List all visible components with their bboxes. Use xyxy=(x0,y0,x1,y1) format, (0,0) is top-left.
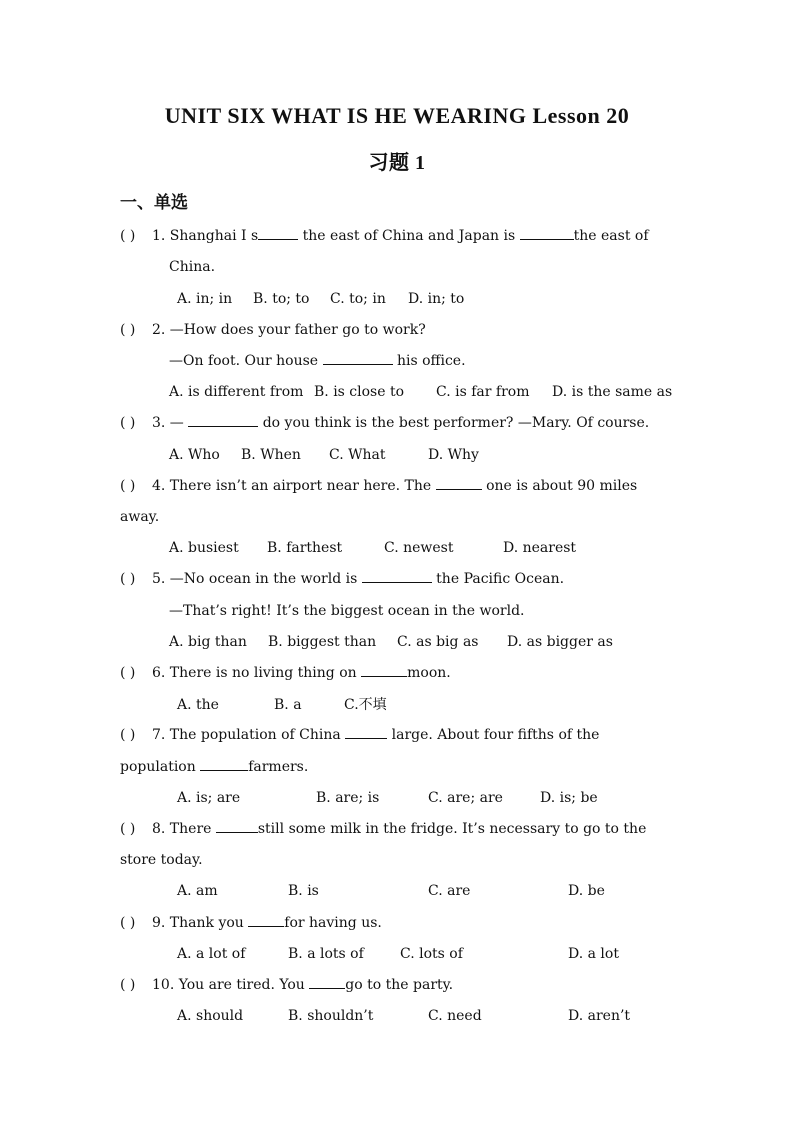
question-4-cont: away. xyxy=(120,509,160,525)
question-2: ( ) 2. —How does your father go to work? xyxy=(120,322,426,338)
section-heading: 一、单选 xyxy=(120,193,188,213)
option-c: C. lots of xyxy=(400,946,463,962)
option-c: C. is far from xyxy=(436,384,530,400)
option-b: B. a xyxy=(274,697,302,713)
option-d: D. aren’t xyxy=(568,1008,631,1024)
option-b: B. shouldn’t xyxy=(288,1008,374,1024)
option-c: C. to; in xyxy=(330,291,386,307)
question-5-cont: —That’s right! It’s the biggest ocean in the world. xyxy=(169,603,525,619)
option-a: A. busiest xyxy=(169,540,239,556)
question-6: ( ) 6. There is no living thing on moon. xyxy=(120,665,451,681)
option-b: B. are; is xyxy=(316,790,380,806)
option-c: C. are; are xyxy=(428,790,503,806)
question-1-cont: China. xyxy=(169,259,216,275)
option-a: A. Who xyxy=(169,447,220,463)
option-d: D. in; to xyxy=(408,291,465,307)
question-7: ( ) 7. The population of China large. About four fifths of the xyxy=(120,727,600,743)
option-a: A. is different from xyxy=(169,384,304,400)
option-d: D. a lot xyxy=(568,946,619,962)
option-d: D. Why xyxy=(428,447,479,463)
question-10: ( ) 10. You are tired. You go to the party. xyxy=(120,977,454,993)
question-8-cont: store today. xyxy=(120,852,203,868)
blank xyxy=(362,569,432,583)
blank xyxy=(345,725,387,739)
option-d: D. is; be xyxy=(540,790,598,806)
blank xyxy=(200,757,248,771)
option-a: A. the xyxy=(177,697,219,713)
option-c: C. What xyxy=(329,447,386,463)
question-7-cont: population farmers. xyxy=(120,759,309,775)
option-c: C. newest xyxy=(384,540,454,556)
option-d: D. be xyxy=(568,883,605,899)
option-a: A. is; are xyxy=(177,790,241,806)
blank xyxy=(520,226,574,240)
option-a: A. should xyxy=(177,1008,244,1024)
blank xyxy=(361,663,407,677)
question-8: ( ) 8. There still some milk in the fridge. It’s necessary to go to the xyxy=(120,821,647,837)
option-b: B. is xyxy=(288,883,319,899)
blank xyxy=(258,226,298,240)
option-a: A. a lot of xyxy=(177,946,246,962)
question-2-cont: —On foot. Our house his office. xyxy=(169,353,466,369)
option-b: B. a lots of xyxy=(288,946,364,962)
option-c: C.不填 xyxy=(344,697,387,713)
option-b: B. When xyxy=(241,447,301,463)
question-4: ( ) 4. There isn’t an airport near here. The one is about 90 miles xyxy=(120,478,638,494)
question-5: ( ) 5. —No ocean in the world is the Pacific Ocean. xyxy=(120,571,565,587)
question-3: ( ) 3. — do you think is the best performer? —Mary. Of course. xyxy=(120,415,650,431)
question-9: ( ) 9. Thank you for having us. xyxy=(120,915,382,931)
option-d: D. nearest xyxy=(503,540,577,556)
page-title: UNIT SIX WHAT IS HE WEARING Lesson 20 xyxy=(164,103,630,128)
option-b: B. to; to xyxy=(253,291,310,307)
question-1: ( ) 1. Shanghai I s the east of China and Japan is the east of xyxy=(120,228,649,244)
option-c: C. are xyxy=(428,883,471,899)
page-subtitle: 习题 1 xyxy=(368,152,426,174)
blank xyxy=(309,975,345,989)
option-a: A. am xyxy=(177,883,218,899)
option-b: B. is close to xyxy=(314,384,405,400)
option-b: B. farthest xyxy=(267,540,343,556)
blank xyxy=(216,819,258,833)
blank xyxy=(248,913,284,927)
blank xyxy=(323,351,393,365)
option-b: B. biggest than xyxy=(268,634,377,650)
option-a: A. in; in xyxy=(177,291,233,307)
option-d: D. is the same as xyxy=(552,384,673,400)
blank xyxy=(188,413,258,427)
option-d: D. as bigger as xyxy=(507,634,613,650)
answer-paren: ( ) xyxy=(120,228,136,244)
blank xyxy=(436,476,482,490)
option-c: C. need xyxy=(428,1008,482,1024)
option-a: A. big than xyxy=(169,634,247,650)
option-c: C. as big as xyxy=(397,634,479,650)
